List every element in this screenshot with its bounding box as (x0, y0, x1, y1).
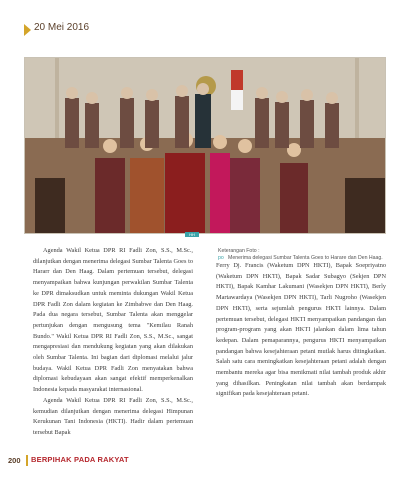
paragraph: Agenda Wakil Ketua DPR RI Fadli Zon, S.S., M.Sc., kemudian dilanjutkan dengan menerima delegasi Himpunan Kerukunan Tani Indonesia (HKTI). Hadir dalam pertemuan tersebut Bapak (33, 396, 193, 436)
caption-text: Menerima delegasi Sumbar Talenta Goes to Harare dan Den Haag. (228, 255, 383, 261)
article-column-left (33, 246, 193, 439)
page-number: 200 (8, 456, 21, 465)
page-header (0, 20, 409, 40)
photo-caption (218, 248, 388, 262)
header-date: 20 Mei 2016 (34, 22, 90, 33)
paragraph: Agenda Wakil Ketua DPR RI Fadli Zon, S.S., M.Sc., dilanjutkan dengan menerima delegasi Sumbar Talenta Goes to Hararr dan Den Haag. Dalam pertemuan tersebut, delegasi menyampaikan bahwa kunjungan perwakilan Sumbar Talenta ke DPR dimaksudkan untuk meminta dukungan Wakil Ketua DPR Fadli Zon dalam kegiatan ke Zimbabwe dan Den Haag. Pada dua negara tersebut, Sumbar Talenta akan menggelar pertunjukan dengan mengusung tema "Kemilau Ranah Bundo." Wakil Ketua DPR RI Fadli Zon, S.S., M.Sc., sangat mengapresiasi dan mendukung kegiatan yang akan dilakukan oleh Sumbar Talenta. Ini bagian dari diplomasi melalui jalur budaya. Wakil Ketua DPR Fadli Zon menyatakan bahwa diplomasi kebudayaan akan sangat efektif memperkenalkan Indonesia kepada masyarakat internasional. (33, 247, 193, 394)
footer-divider (26, 455, 28, 466)
caption-label: po (218, 255, 224, 261)
group-photo-illustration (25, 58, 386, 234)
paragraph: Ferry Dj. Francis (Waketum DPN HKTI), Bapak Soepriyatno (Waketum DPN HKTI), Bapak Sadar Subagyo (Sekjen DPN HKTI), Bapak Kamhar Lakumani (Wasekjen DPN HKTI), Berly Martawardaya (Wasekjen DPN HKTI), Tarli Nugroho (Wasekjen DPN HKTI), serta sejumlah pengurus HKTI lainnya. Dalam pertemuan tersebut, delegasi HKTI menyampaikan pandangan dan program-program yang akan HKTI jalankan dalam lima tahun kedepan. Dalam pemaparannya, pengurus HKTI menyampaikan pandangan bahwa kesejahteraan petani mutlak harus ditingkatkan. Salah satu cara meningkatkan kesejahteraan petani adalah dengan membantu mereka agar bisa menikmati nilai tambah produk akhir yang dihasilkan. Peningkatan nilai tambah akan berdampak signifikan pada kesejahteraan petani. (216, 262, 386, 398)
article-column-right (216, 261, 386, 400)
page-footer (0, 454, 409, 468)
footer-brand: BERPIHAK PADA RAKYAT (31, 455, 129, 464)
date-marker-icon (24, 24, 31, 36)
group-photo (24, 57, 386, 234)
caption-title: Keterangan Foto : (218, 248, 260, 254)
photo-tag: HH (185, 232, 199, 237)
